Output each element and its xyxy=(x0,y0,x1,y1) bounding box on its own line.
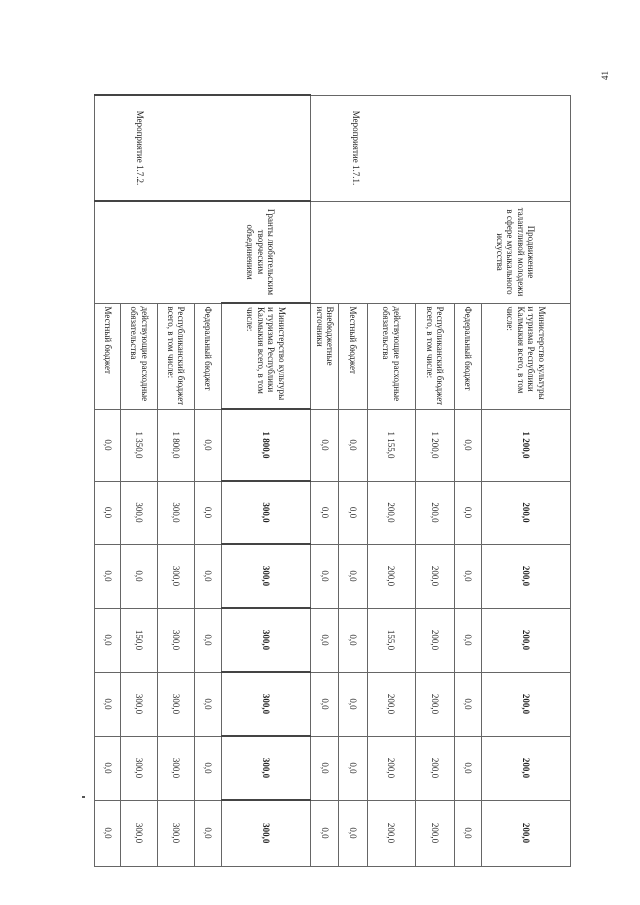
year-value-cell: 200,0 xyxy=(367,544,416,608)
year-value-cell: 0,0 xyxy=(95,481,121,544)
year-value-cell: 300,0 xyxy=(158,608,194,672)
year-value-cell: 0,0 xyxy=(194,800,221,866)
year-value-cell: 300,0 xyxy=(221,800,310,866)
funding-source-label: действующие расходные обязательства xyxy=(121,303,158,409)
year-value-cell: 0,0 xyxy=(194,544,221,608)
year-value-cell: 0,0 xyxy=(310,608,338,672)
year-value-cell: 0,0 xyxy=(310,481,338,544)
year-value-cell: 0,0 xyxy=(121,544,158,608)
year-value-cell: 200,0 xyxy=(416,481,454,544)
total-cell: 1 350,0 xyxy=(121,409,158,481)
year-value-cell: 0,0 xyxy=(454,672,481,736)
total-cell: 1 155,0 xyxy=(367,409,416,481)
measure-id: Мероприятие 1.7.2. xyxy=(95,95,311,201)
year-value-cell: 200,0 xyxy=(416,608,454,672)
funding-source-label: Местный бюджет xyxy=(339,303,367,409)
year-value-cell: 0,0 xyxy=(194,481,221,544)
scan-artifact xyxy=(82,796,85,798)
year-value-cell: 0,0 xyxy=(310,736,338,800)
year-value-cell: 300,0 xyxy=(158,800,194,866)
year-value-cell: 0,0 xyxy=(95,672,121,736)
table-row xyxy=(221,95,310,866)
year-value-cell: 300,0 xyxy=(221,544,310,608)
year-value-cell: 300,0 xyxy=(158,736,194,800)
year-value-cell: 0,0 xyxy=(310,800,338,866)
year-value-cell: 0,0 xyxy=(194,672,221,736)
total-cell: 0,0 xyxy=(454,409,481,481)
year-value-cell: 300,0 xyxy=(158,672,194,736)
year-value-cell: 0,0 xyxy=(339,481,367,544)
year-value-cell: 0,0 xyxy=(310,544,338,608)
year-value-cell: 300,0 xyxy=(158,481,194,544)
total-cell: 0,0 xyxy=(194,409,221,481)
funding-source-label: Республиканский бюджет всего, в том числе: xyxy=(416,303,454,409)
year-value-cell: 200,0 xyxy=(367,481,416,544)
funding-source-label: Местный бюджет xyxy=(95,303,121,409)
year-value-cell: 300,0 xyxy=(121,800,158,866)
year-value-cell: 0,0 xyxy=(339,608,367,672)
table-row xyxy=(481,95,570,866)
year-value-cell: 0,0 xyxy=(454,800,481,866)
year-value-cell: 0,0 xyxy=(454,736,481,800)
year-value-cell: 200,0 xyxy=(481,736,570,800)
year-value-cell: 200,0 xyxy=(416,736,454,800)
year-value-cell: 0,0 xyxy=(339,800,367,866)
total-cell: 0,0 xyxy=(95,409,121,481)
total-cell: 1 800,0 xyxy=(158,409,194,481)
year-value-cell: 300,0 xyxy=(221,481,310,544)
year-value-cell: 0,0 xyxy=(454,544,481,608)
year-value-cell: 300,0 xyxy=(158,544,194,608)
year-value-cell: 0,0 xyxy=(95,608,121,672)
year-value-cell: 0,0 xyxy=(454,481,481,544)
year-value-cell: 0,0 xyxy=(194,736,221,800)
year-value-cell: 0,0 xyxy=(339,544,367,608)
year-value-cell: 0,0 xyxy=(339,672,367,736)
year-value-cell: 200,0 xyxy=(416,672,454,736)
year-value-cell: 0,0 xyxy=(95,544,121,608)
measure-name: Продвижение талантливой молодежи в сфере музыкального искусства xyxy=(310,201,570,303)
year-value-cell: 0,0 xyxy=(95,800,121,866)
year-value-cell: 300,0 xyxy=(221,608,310,672)
year-value-cell: 0,0 xyxy=(194,608,221,672)
year-value-cell: 300,0 xyxy=(221,672,310,736)
year-value-cell: 0,0 xyxy=(95,736,121,800)
funding-source-label: Министерство культуры и туризма Республики Калмыкия всего, в том числе: xyxy=(221,303,310,409)
year-value-cell: 200,0 xyxy=(481,672,570,736)
year-value-cell: 200,0 xyxy=(367,736,416,800)
year-value-cell: 0,0 xyxy=(339,736,367,800)
year-value-cell: 0,0 xyxy=(454,608,481,672)
budget-table xyxy=(94,94,571,867)
measure-id: Мероприятие 1.7.1. xyxy=(310,95,570,201)
table-body xyxy=(95,95,571,866)
total-cell: 1 200,0 xyxy=(416,409,454,481)
funding-source-label: Министерство культуры и туризма Республики Калмыкия всего, в том числе: xyxy=(481,303,570,409)
year-value-cell: 300,0 xyxy=(221,736,310,800)
page-number: 41 xyxy=(600,71,610,80)
year-value-cell: 300,0 xyxy=(121,736,158,800)
total-cell: 1 200,0 xyxy=(481,409,570,481)
year-value-cell: 200,0 xyxy=(481,800,570,866)
year-value-cell: 200,0 xyxy=(481,608,570,672)
year-value-cell: 200,0 xyxy=(481,544,570,608)
total-cell: 0,0 xyxy=(339,409,367,481)
funding-source-label: Республиканский бюджет всего, в том числе: xyxy=(158,303,194,409)
year-value-cell: 200,0 xyxy=(367,672,416,736)
rotated-table-container xyxy=(94,94,571,865)
total-cell: 0,0 xyxy=(310,409,338,481)
year-value-cell: 200,0 xyxy=(416,800,454,866)
funding-source-label: действующие расходные обязательства xyxy=(367,303,416,409)
measure-name: Гранты любительским творческим объединениям xyxy=(95,201,311,303)
year-value-cell: 0,0 xyxy=(310,672,338,736)
year-value-cell: 155,0 xyxy=(367,608,416,672)
funding-source-label: Федеральный бюджет xyxy=(194,303,221,409)
funding-source-label: Внебюджетные источники xyxy=(310,303,338,409)
year-value-cell: 300,0 xyxy=(121,481,158,544)
total-cell: 1 800,0 xyxy=(221,409,310,481)
year-value-cell: 200,0 xyxy=(481,481,570,544)
funding-source-label: Федеральный бюджет xyxy=(454,303,481,409)
year-value-cell: 200,0 xyxy=(416,544,454,608)
year-value-cell: 150,0 xyxy=(121,608,158,672)
year-value-cell: 300,0 xyxy=(121,672,158,736)
year-value-cell: 200,0 xyxy=(367,800,416,866)
